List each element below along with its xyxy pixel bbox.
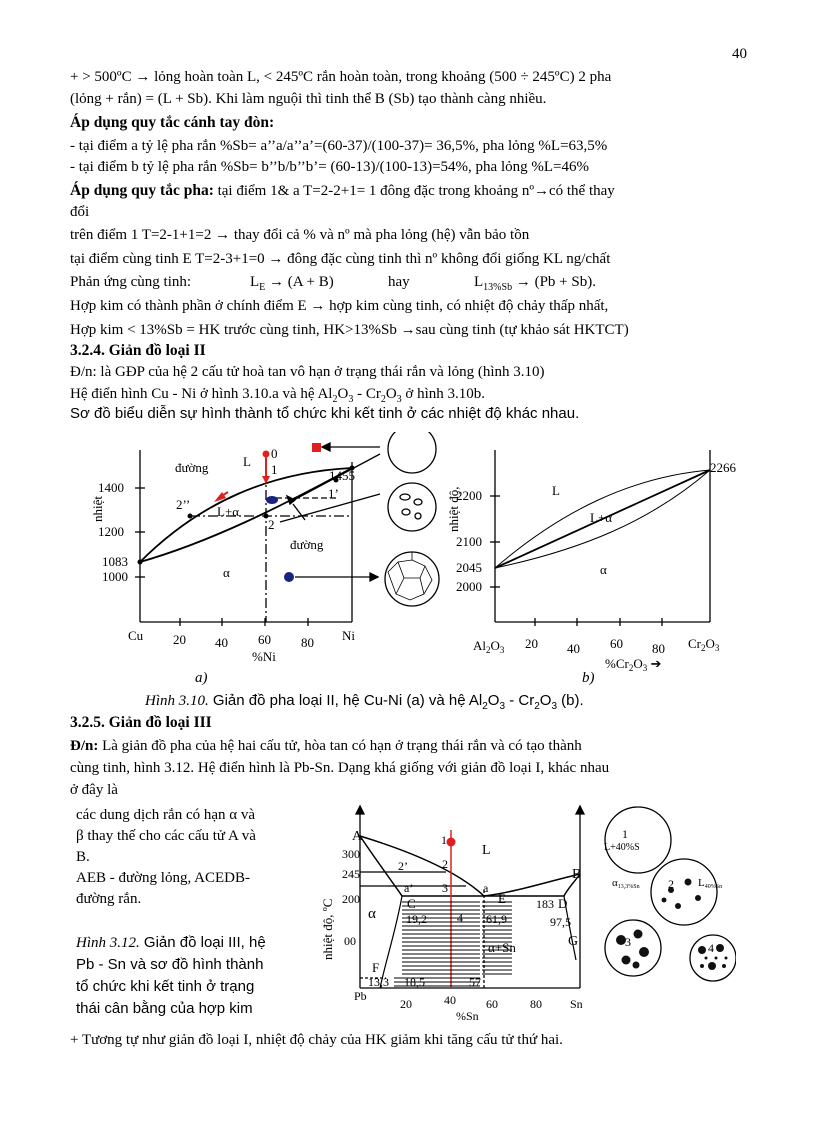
fig-c-val-183: 183 xyxy=(536,897,554,911)
text-line-8: tại điểm cùng tinh E T=2-3+1=0 → đông đặc cùng tinh thì nº không đổi giống KL ng/chất xyxy=(70,251,611,267)
text-line-14: Sơ đồ biểu diễn sự hình thành tổ chức khi kết tinh ở các nhiệt độ khác nhau. xyxy=(70,405,580,422)
fig-3-12-side-text: các dung dịch rắn có hạn α và β thay thế cho các cấu tử A và B. AEB - đường lỏng, ACEDB- đường rắn. xyxy=(76,807,256,907)
fig-a-label-L-alpha: L+α xyxy=(217,504,240,519)
fig-a-xtick-60: 60 xyxy=(258,632,271,647)
fig-b-sublabel: b) xyxy=(582,670,595,686)
fig-b-ytick-2045: 2045 xyxy=(456,560,482,575)
heading-lever-rule: Áp dụng quy tắc cánh tay đòn: xyxy=(70,114,275,131)
fig-c-point-F: F xyxy=(372,960,380,975)
fig-b-region-alpha: α xyxy=(600,562,607,577)
fig-c-xlabel: %Sn xyxy=(456,1009,479,1023)
text-line-15: Đ/n: Là giản đồ pha của hệ hai cấu tử, hòa tan có hạn ở trạng thái rắn và có tạo thành xyxy=(70,738,582,754)
fig-b-xlabel: $\%Cr_2O_3$ ➔ xyxy=(605,656,662,673)
fig-c-point-4: 4 xyxy=(457,911,463,925)
fig-c-point-B: B xyxy=(572,867,582,882)
fig-b-ytick-2000: 2000 xyxy=(456,579,482,594)
fig-a-ytick-1200: 1200 xyxy=(98,524,124,539)
fig-b-x-left: $Al_2O_3$ xyxy=(473,638,505,655)
fig-a-xtick-80: 80 xyxy=(301,635,314,650)
text-line-11: Hợp kim < 13%Sb = HK trước cùng tinh, HK>13%Sb →sau cùng tinh (tự khảo sát HKTCT) xyxy=(70,322,629,338)
fig-c-val-97-5: 97,5 xyxy=(550,915,571,929)
fig-a-ytick-1083: 1083 xyxy=(102,554,128,569)
fig-a-curve-label-1: đường xyxy=(175,460,209,475)
fig-a-xtick-40: 40 xyxy=(215,635,228,650)
circle-1-label: L+40%S xyxy=(604,842,640,853)
fig-c-region-alpha-sn: α+Sn xyxy=(488,940,516,955)
fig-a-label-0: 0 xyxy=(271,446,278,461)
fig-c-xtick-20: 20 xyxy=(400,997,412,1011)
fig-c-point-E: E xyxy=(498,891,506,906)
fig-a-ytick-1400: 1400 xyxy=(98,480,124,495)
fig-a-sublabel: a) xyxy=(195,670,208,686)
fig-c-point-C: C xyxy=(407,896,416,911)
fig-b-xtick-40: 40 xyxy=(567,641,580,656)
text-line-6: đổi xyxy=(70,204,90,220)
eutectic-reaction-2: $L_{13\%Sb} \to (Pb + Sb)$. xyxy=(474,274,596,293)
fig-c-point-a: a xyxy=(483,881,489,895)
fig-b-xtick-80: 80 xyxy=(652,641,665,656)
fig-a-curve-label-2: đường xyxy=(290,537,324,552)
fig-c-point-1: 1 xyxy=(441,833,447,847)
text-line-17: ở đây là xyxy=(70,782,118,798)
fig-c-point-a-prime: a’ xyxy=(404,881,414,895)
caption-figure-3-12: Hình 3.12. Giản đồ loại III, hệ Pb - Sn và sơ đồ hình thành tổ chức khi kết tinh ở trạng thái cân bằng của hợp kim xyxy=(76,934,266,1017)
fig-c-val-57: 57 xyxy=(469,975,481,989)
fig-a-label-1455: 1455 xyxy=(329,468,355,483)
fig-a-label-L: L xyxy=(243,454,251,469)
fig-a-label-2pp: 2’’ xyxy=(176,497,191,512)
fig-c-val-19-2: 19,2 xyxy=(406,912,427,926)
fig-c-ytick-245: 245 xyxy=(342,867,360,881)
caption-figure-3-10: Hình 3.10. Giản đồ pha loại II, hệ Cu-Ni (a) và hệ $Al_2O_3 - Cr_2O_3$ (b). xyxy=(145,692,584,712)
fig-b-xtick-20: 20 xyxy=(525,636,538,651)
fig-c-region-L: L xyxy=(482,843,491,858)
fig-a-label-alpha: α xyxy=(223,565,230,580)
figure-3-10b-al2o3-cr2o3 xyxy=(440,432,740,692)
fig-a-ytick-1000: 1000 xyxy=(102,569,128,584)
eutectic-reaction-1: $L_E \to (A + B)$ xyxy=(250,274,334,293)
heading-3-2-5: 3.2.5. Giản đồ loại III xyxy=(70,714,212,731)
text-line-1: + > 500ºC → lỏng hoàn toàn L, < 245ºC rắn hoàn toàn, trong khoảng (500 ÷ 245ºC) 2 pha xyxy=(70,69,612,85)
fig-c-val-18-5: 18,5 xyxy=(404,975,425,989)
fig-a-label-2: 2 xyxy=(268,517,275,532)
phase-rule-text: tại điểm 1& a T=2-2+1= 1 đông đặc trong khoảng nº→có thể thay xyxy=(213,183,615,199)
eutectic-label: Phản ứng cùng tinh: xyxy=(70,274,192,290)
fig-b-xtick-60: 60 xyxy=(610,636,623,651)
circle-2-number: 2 xyxy=(668,877,674,891)
fig-c-ytick-00: 00 xyxy=(344,934,356,948)
text-line-5 xyxy=(70,181,746,201)
figure-3-12-pb-sn xyxy=(316,800,736,1025)
page-number: 40 xyxy=(732,46,747,62)
fig-c-ylabel: nhiệt độ, ºC xyxy=(320,898,335,960)
fig-a-xtick-ni: Ni xyxy=(342,628,355,643)
fig-c-xtick-sn: Sn xyxy=(570,997,583,1011)
fig-a-label-1: 1 xyxy=(271,462,278,477)
circle-4-number: 4 xyxy=(708,941,714,955)
fig-c-ytick-300: 300 xyxy=(342,847,360,861)
fig-c-xtick-40: 40 xyxy=(444,993,456,1007)
text-line-4: - tại điểm b tỷ lệ pha rắn %Sb= b’’b/b’’b’= (60-13)/(100-13)=54%, pha lỏng %L=46% xyxy=(70,159,589,175)
circle-2-alpha: $\alpha_{13,3\%Sn}$ xyxy=(612,877,640,890)
fig-b-x-right: $Cr_2O_3$ xyxy=(688,636,720,653)
fig-c-point-A: A xyxy=(352,829,363,844)
fig-b-ytick-2100: 2100 xyxy=(456,534,482,549)
text-line-3: - tại điểm a tỷ lệ pha rắn %Sb= a’’a/a’’a’=(60-37)/(100-37)= 36,5%, pha lỏng %L=63,5% xyxy=(70,138,608,154)
fig-b-ytick-2200: 2200 xyxy=(456,488,482,503)
heading-phase-rule: Áp dụng quy tắc pha: xyxy=(70,182,214,199)
fig-c-point-3: 3 xyxy=(442,881,448,895)
circle-3-number: 3 xyxy=(625,935,631,949)
fig-b-region-L-alpha: L+α xyxy=(590,510,613,525)
fig-c-point-2-prime: 2’ xyxy=(398,859,408,873)
text-line-12: Đ/n: là GĐP của hệ 2 cấu tử hoà tan vô hạn ở trạng thái rắn và lỏng (hình 3.10) xyxy=(70,364,545,380)
fig-c-xtick-pb: Pb xyxy=(354,989,367,1003)
eutectic-or: hay xyxy=(388,274,410,290)
fig-c-val-61-9: 61,9 xyxy=(486,912,507,926)
fig-c-region-alpha: α xyxy=(368,906,376,922)
circle-2-L: $L_{40\%Sn}$ xyxy=(698,877,723,890)
text-line-7: trên điểm 1 T=2-1+1=2 → thay đổi cả % và nº mà pha lỏng (hệ) vẫn bảo tồn xyxy=(70,227,530,243)
fig-a-xtick-cu: Cu xyxy=(128,628,144,643)
fig-b-top-value: 2266 xyxy=(710,460,736,475)
heading-3-2-4: 3.2.4. Giản đồ loại II xyxy=(70,342,206,359)
text-line-2: (lỏng + rắn) = (L + Sb). Khi làm nguội thì tinh thể B (Sb) tạo thành càng nhiều. xyxy=(70,91,547,107)
text-line-18: + Tương tự như giản đồ loại I, nhiệt độ chảy của HK giảm khi tăng cấu tử thứ hai. xyxy=(70,1032,563,1048)
figure-3-10a-cu-ni xyxy=(80,432,450,692)
fig-c-xtick-80: 80 xyxy=(530,997,542,1011)
text-line-10: Hợp kim có thành phần ở chính điểm E → hợp kim cùng tinh, có nhiệt độ chảy thấp nhất, xyxy=(70,298,609,314)
text-line-9 xyxy=(70,272,746,292)
fig-c-xtick-60: 60 xyxy=(486,997,498,1011)
circle-1-number: 1 xyxy=(622,827,628,841)
fig-a-xtick-20: 20 xyxy=(173,632,186,647)
fig-a-xlabel: %Ni xyxy=(252,649,276,664)
fig-b-ylabel: nhiệt độ, xyxy=(446,486,461,532)
fig-b-region-L: L xyxy=(552,483,560,498)
fig-a-ylabel: nhiệt xyxy=(90,496,105,522)
fig-c-ytick-200: 200 xyxy=(342,892,360,906)
fig-c-point-G: G xyxy=(568,934,579,949)
fig-c-point-D: D xyxy=(558,896,568,911)
fig-c-point-2: 2 xyxy=(442,857,448,871)
fig-a-label-1prime: 1’ xyxy=(328,486,339,501)
text-line-16: cùng tinh, hình 3.12. Hệ điển hình là Pb-Sn. Dạng khá giống với giản đồ loại I, khác nhau xyxy=(70,760,610,776)
text-line-13: Hệ điển hình Cu - Ni ở hình 3.10.a và hệ $Al_2O_3 - Cr_2O_3$ ở hình 3.10b. xyxy=(70,386,486,405)
fig-c-val-13-3: 13,3 xyxy=(368,975,389,989)
